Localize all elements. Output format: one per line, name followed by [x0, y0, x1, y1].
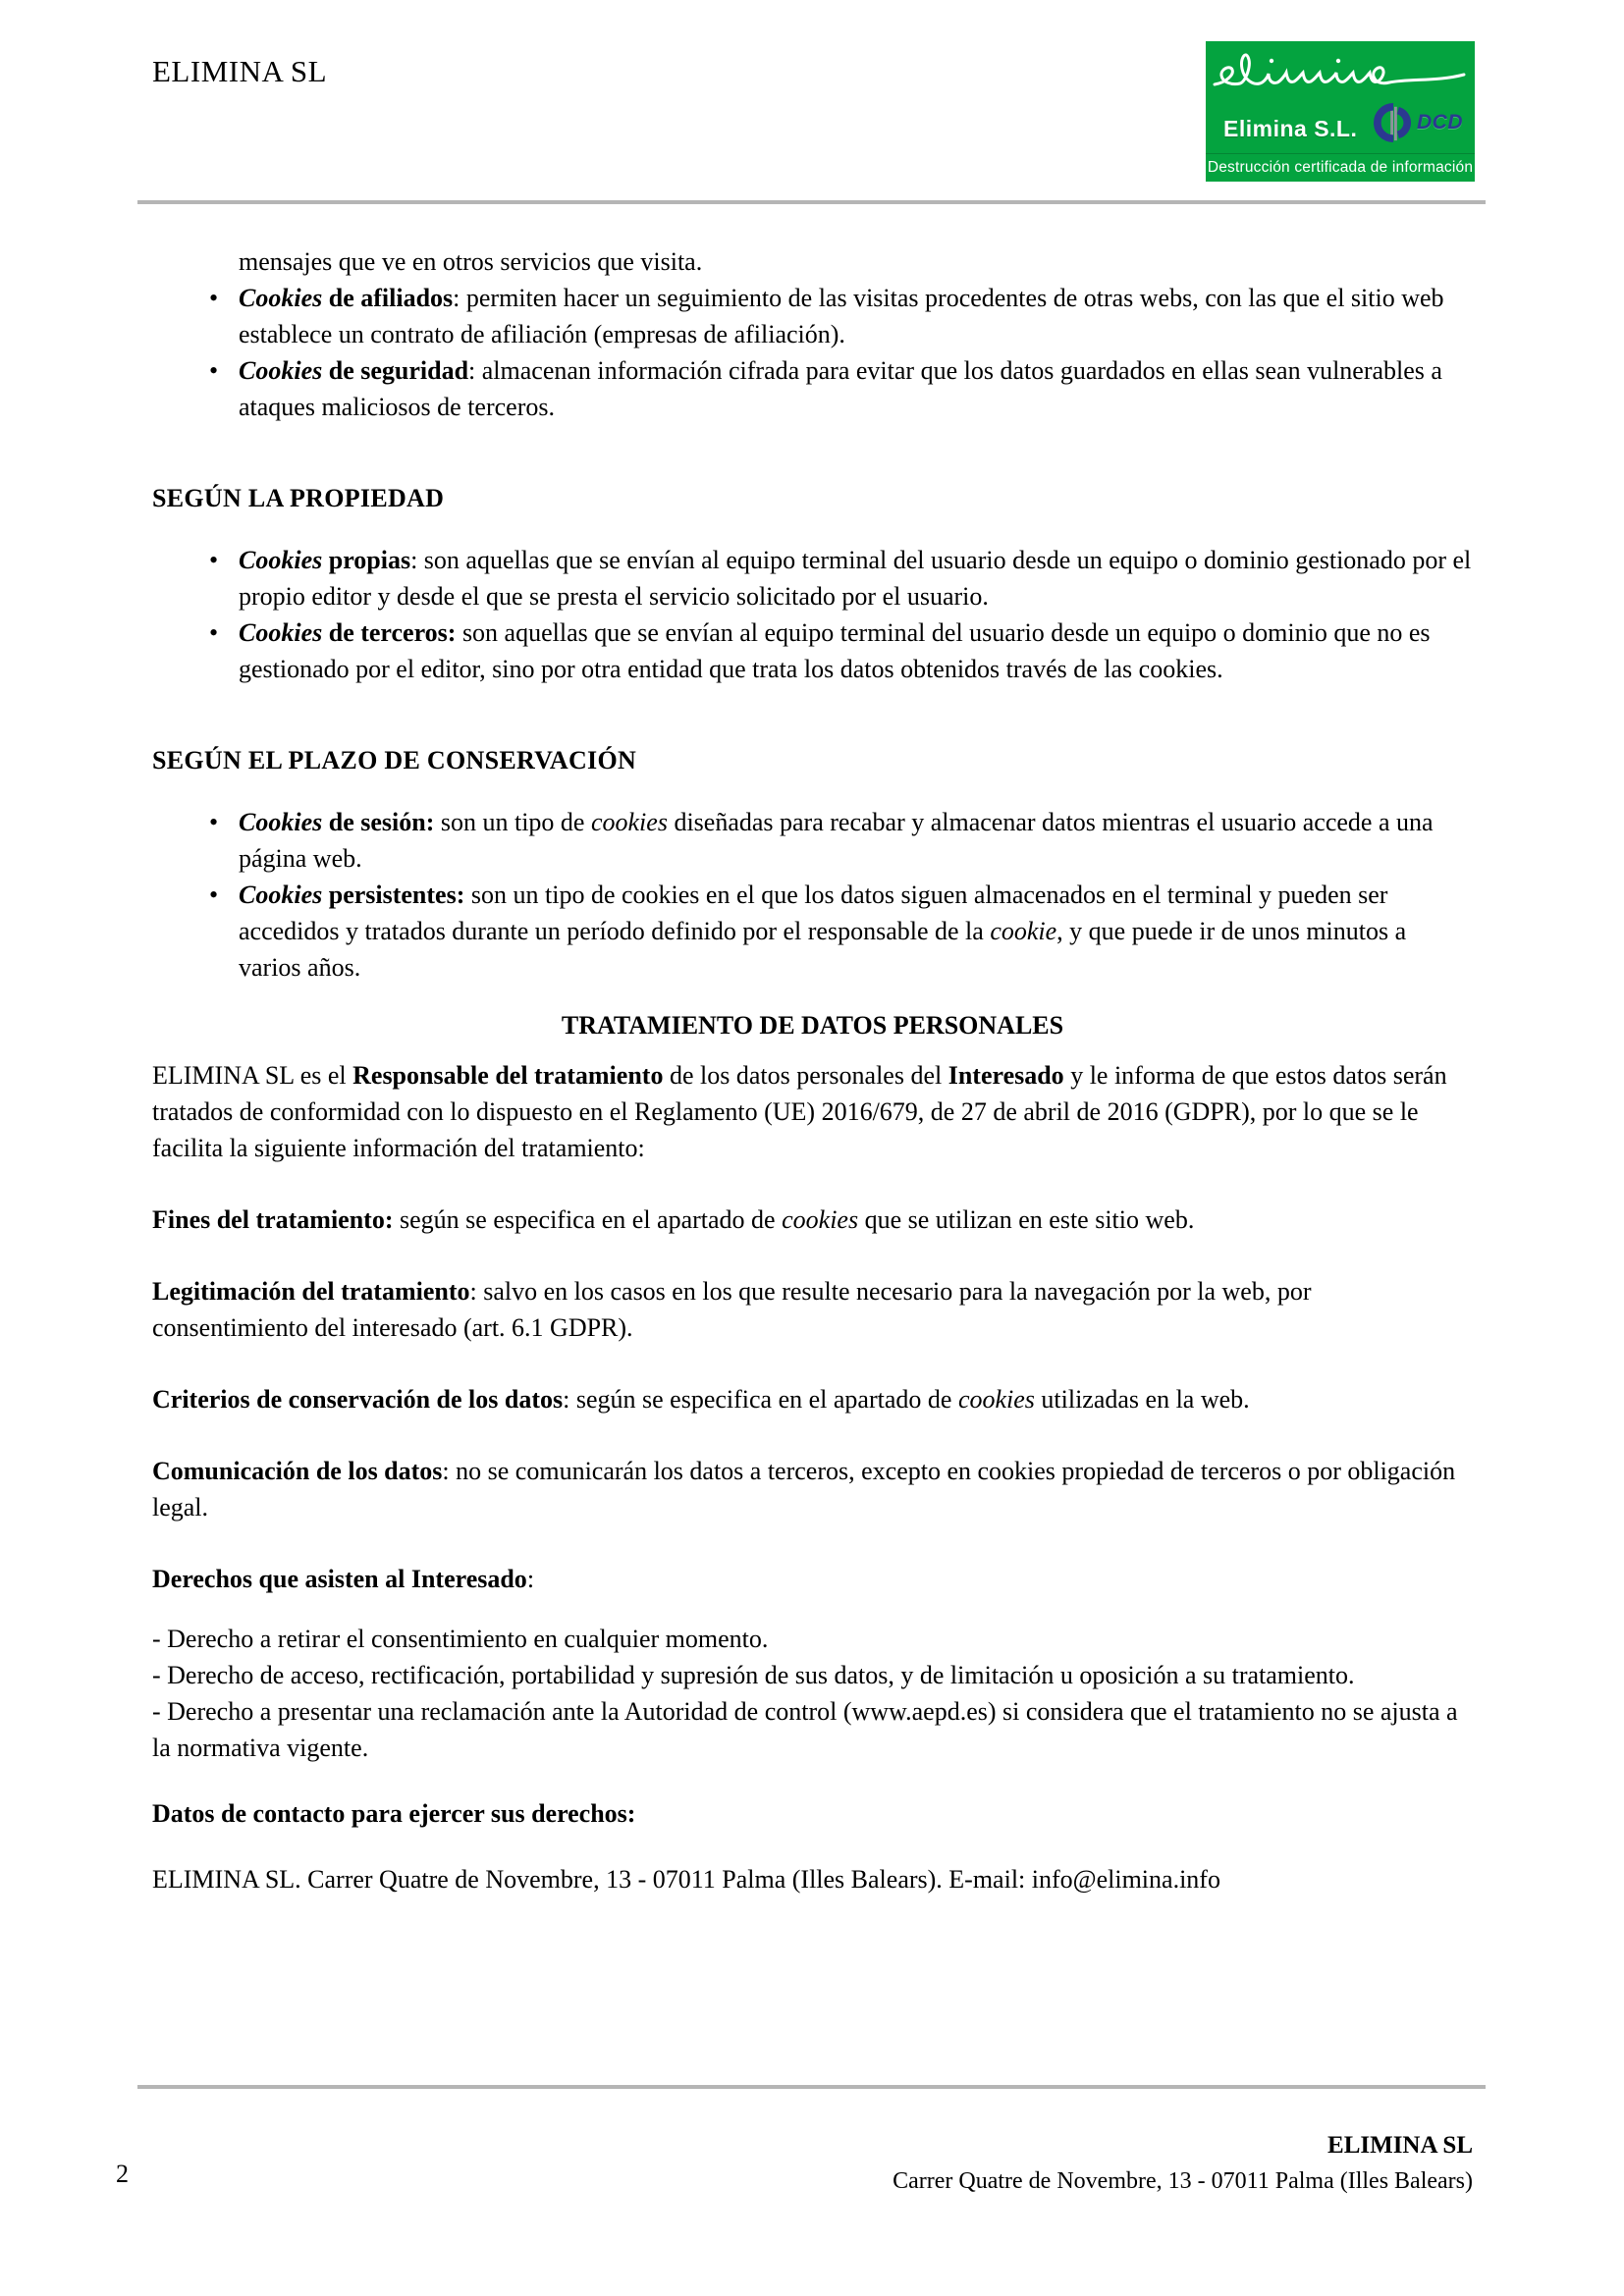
- retention-list: [152, 804, 1473, 986]
- bullet-icon: •: [209, 284, 219, 312]
- list-item-text: Cookies de seguridad: almacenan información cifrada para evitar que los datos guardados en ellas sean vulnerables a ataques maliciosos de terceros.: [239, 356, 1442, 421]
- header-divider: [137, 200, 1486, 204]
- bullet-icon: •: [209, 618, 219, 647]
- list-item: [152, 352, 1473, 425]
- section-heading-propiedad: SEGÚN LA PROPIEDAD: [152, 484, 445, 512]
- right-item: - Derecho de acceso, rectificación, portabilidad y supresión de sus datos, y de limitación u oposición a su tratamiento.: [152, 1661, 1355, 1689]
- list-item-text: Cookies de afiliados: permiten hacer un seguimiento de las visitas procedentes de otras webs, con las que el sitio web establece un contrato de afiliación (empresas de afiliación).: [239, 284, 1444, 348]
- bullet-icon: •: [209, 808, 219, 836]
- header-brand: ELIMINA SL: [152, 54, 328, 88]
- list-item-text: Cookies propias: son aquellas que se envían al equipo terminal del usuario desde un equipo o dominio gestionado por el propio editor y desde el que se presta el servicio solicitado por el usuario.: [239, 546, 1472, 611]
- right-item: - Derecho a presentar una reclamación ante la Autoridad de control (www.aepd.es) si considera que el tratamiento no se ajusta a la normativa vigente.: [152, 1697, 1458, 1762]
- list-item: [152, 804, 1473, 877]
- paragraph-comunicacion: Comunicación de los datos: no se comunicarán los datos a terceros, excepto en cookies propiedad de terceros o por obligación legal.: [152, 1457, 1456, 1522]
- dcd-label: DCD: [1417, 111, 1463, 133]
- right-item: - Derecho a retirar el consentimiento en cualquier momento.: [152, 1625, 769, 1653]
- continuation-text: mensajes que ve en otros servicios que visita.: [239, 247, 703, 276]
- elimina-script-logo-icon: [1210, 45, 1471, 104]
- footer-info: [893, 2128, 1473, 2199]
- main-heading-tratamiento: TRATAMIENTO DE DATOS PERSONALES: [561, 1011, 1064, 1040]
- bullet-icon: •: [209, 881, 219, 909]
- paragraph-derechos-heading: Derechos que asisten al Interesado:: [152, 1565, 535, 1593]
- dcd-badge: [1374, 102, 1463, 143]
- paragraph-responsable: ELIMINA SL es el Responsable del tratamiento de los datos personales del Interesado y le informa de que estos datos serán tratados de conformidad con lo dispuesto en el Reglamento (UE) 2016/679, de 27 de abril de 2016 (GDPR), por lo que se le facilita la siguiente información del tratamiento:: [152, 1061, 1447, 1162]
- list-item-text: Cookies de terceros: son aquellas que se envían al equipo terminal del usuario desde un equipo o dominio que no es gestionado por el editor, sino por otra entidad que trata los datos obtenidos través de las cookies.: [239, 618, 1431, 683]
- paragraph-legitimacion: Legitimación del tratamiento: salvo en los casos en los que resulte necesario para la navegación por la web, por consentimiento del interesado (art. 6.1 GDPR).: [152, 1277, 1312, 1342]
- document-body: [152, 243, 1473, 1897]
- list-item-text: Cookies de sesión: son un tipo de cookies diseñadas para recabar y almacenar datos mientras el usuario accede a una página web.: [239, 808, 1434, 873]
- footer-company: ELIMINA SL: [1327, 2132, 1473, 2159]
- logo-tagline: Destrucción certificada de información: [1206, 153, 1475, 182]
- footer-divider: [137, 2085, 1486, 2089]
- list-item: [152, 542, 1473, 614]
- ownership-list: [152, 542, 1473, 687]
- paragraph-datos-contacto: Datos de contacto para ejercer sus derechos:: [152, 1799, 636, 1828]
- list-item: [152, 280, 1473, 352]
- section-heading-plazo: SEGÚN EL PLAZO DE CONSERVACIÓN: [152, 746, 637, 774]
- list-item-text: Cookies persistentes: son un tipo de cookies en el que los datos siguen almacenados en el terminal y pueden ser accedidos y tratados durante un período definido por el responsable de la cookie, y que puede ir de unos minutos a varios años.: [239, 881, 1407, 982]
- page-number: 2: [116, 2160, 129, 2188]
- paragraph-contacto: ELIMINA SL. Carrer Quatre de Novembre, 13 - 07011 Palma (Illes Balears). E-mail: info@elimina.info: [152, 1865, 1220, 1894]
- dcd-shredder-icon: [1374, 102, 1415, 143]
- list-item: [152, 877, 1473, 986]
- cookie-type-list: [152, 280, 1473, 425]
- rights-list: [152, 1621, 1473, 1766]
- logo-company-name: Elimina S.L.: [1223, 116, 1358, 141]
- company-logo: [1206, 41, 1475, 182]
- bullet-icon: •: [209, 356, 219, 385]
- list-item: [152, 614, 1473, 687]
- paragraph-criterios: Criterios de conservación de los datos: según se especifica en el apartado de cookies utilizadas en la web.: [152, 1385, 1250, 1414]
- paragraph-fines: Fines del tratamiento: según se especifica en el apartado de cookies que se utilizan en este sitio web.: [152, 1205, 1195, 1234]
- footer-address: Carrer Quatre de Novembre, 13 - 07011 Palma (Illes Balears): [893, 2168, 1473, 2194]
- bullet-icon: •: [209, 546, 219, 574]
